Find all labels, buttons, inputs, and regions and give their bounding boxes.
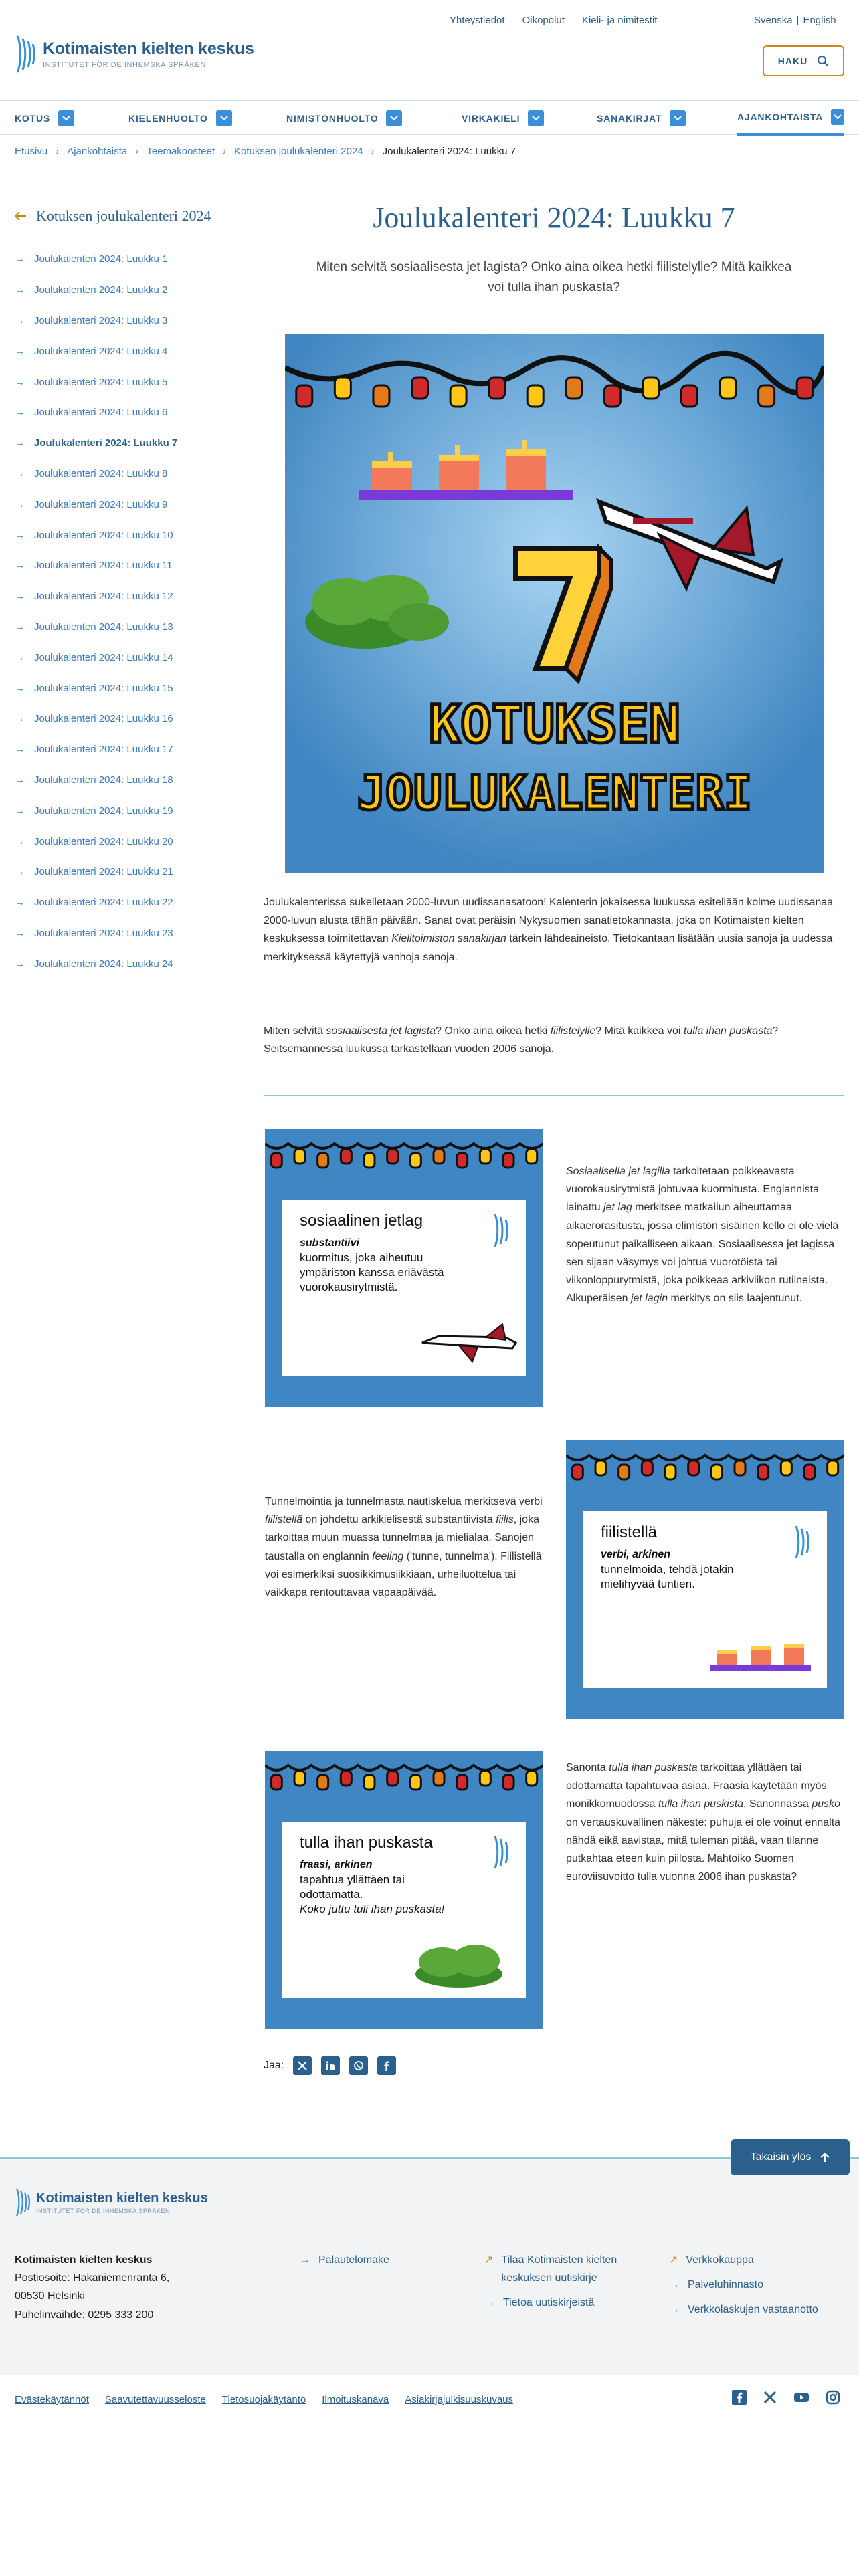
definition-card [282, 1200, 526, 1376]
footer-link-label: Tietoa uutiskirjeistä [503, 2297, 595, 2309]
footer-legal-links [15, 2394, 513, 2405]
sidebar-item-label: Joulukalenteri 2024: Luukku 8 [34, 467, 168, 479]
card-text-3 [566, 1759, 844, 1886]
arrow-right-icon: → [15, 651, 25, 663]
arrow-right-icon: → [15, 866, 25, 878]
sidebar-item-label: Joulukalenteri 2024: Luukku 22 [34, 897, 173, 909]
sidebar-item-luukku-1[interactable] [15, 244, 233, 275]
arrow-right-icon: → [15, 835, 25, 847]
footer-link-feedback[interactable] [300, 2251, 454, 2269]
footer-org-name: Kotimaisten kielten keskus [15, 2254, 153, 2266]
sidebar-item-luukku-4[interactable] [15, 336, 233, 366]
sidebar-item-label: Joulukalenteri 2024: Luukku 13 [34, 621, 173, 633]
arrow-right-icon: → [15, 591, 25, 603]
card-definition: kuormitus, joka aiheutuu ympäristön kanssa eriävästä vuorokausirytmistä. [300, 1251, 444, 1294]
nav-nimistonhuolto[interactable] [286, 101, 402, 136]
intro-paragraph-2 [264, 1022, 844, 1058]
link-accessibility[interactable]: Saavutettavuusseloste [104, 2394, 206, 2405]
facebook-icon[interactable] [732, 2390, 747, 2408]
sidebar-item-label: Joulukalenteri 2024: Luukku 18 [34, 774, 173, 786]
text-segment: tärkein lähdeaineisto. Tietokantaan lisätään uusia sanoja ja uudessa merkityksessä käytettyjä vanhoja sanoja. [264, 933, 833, 963]
chevron-down-icon [216, 110, 232, 126]
sidebar-title: Kotuksen joulukalenteri 2024 [36, 207, 211, 224]
sidebar-item-label: Joulukalenteri 2024: Luukku 16 [34, 713, 173, 725]
arrow-right-icon: → [15, 345, 25, 357]
sidebar-back-link[interactable] [15, 207, 233, 237]
card-part-of-speech: fraasi, arkinen [300, 1859, 373, 1870]
card-text-2 [265, 1493, 543, 1602]
article-lead: Miten selvitä sosiaalisesta jet lagista? Onko aina oikea hetki fiilistelylle? Mitä kaikkea voi tulla ihan puskasta? [316, 260, 792, 295]
sidebar-item-label: Joulukalenteri 2024: Luukku 12 [34, 591, 173, 603]
card-text-1 [566, 1162, 844, 1308]
arrow-right-icon: → [15, 927, 25, 939]
string-lights-icon [265, 1129, 543, 1182]
card-word: sosiaalinen jetlag [300, 1212, 423, 1230]
footer-col-newsletter [484, 2251, 645, 2319]
arrow-right-icon: → [15, 529, 25, 541]
search-icon [817, 55, 829, 67]
sidebar-item-luukku-7[interactable] [15, 428, 233, 459]
text-emphasis: fiilistellä [265, 1514, 303, 1526]
text-emphasis: jet lagin [630, 1293, 668, 1305]
facebook-icon[interactable] [377, 2056, 396, 2075]
share-label: Jaa: [264, 2060, 284, 2071]
nav-sanakirjat[interactable] [597, 101, 686, 136]
bush-icon [412, 1941, 506, 1988]
sidebar-item-luukku-2[interactable] [15, 275, 233, 306]
text-segment: ('tunne, tunnelma'). Fiilistellä voi esimerkiksi suosikkimusiikkiaan, urheiluottelua tai vaikkapa rentouttavaa vapaapäivää. [265, 1550, 542, 1598]
nav-label: KOTUS [15, 113, 50, 124]
lang-english[interactable]: English [803, 15, 836, 26]
text-emphasis: fiilistelylle [550, 1025, 596, 1037]
intro-paragraph [264, 893, 844, 966]
footer-link-label: Verkkokauppa [686, 2254, 754, 2266]
sidebar-item-label: Joulukalenteri 2024: Luukku 5 [34, 376, 168, 388]
text-segment: Miten selvitä [264, 1025, 326, 1037]
logo-subtitle: INSTITUTET FÖR DE INHEMSKA SPRÅKEN [43, 61, 206, 69]
arrow-right-icon: → [15, 407, 25, 419]
arrow-right-icon: → [15, 682, 25, 694]
word-card-image [265, 1129, 543, 1407]
sidebar-item-luukku-12[interactable] [15, 581, 233, 612]
text-segment: ? Mitä kaikkea voi [595, 1025, 684, 1037]
sidebar-item-luukku-16[interactable] [15, 704, 233, 734]
chevron-right-icon: › [371, 146, 375, 157]
arrow-right-icon: → [15, 804, 25, 817]
arrow-right-icon: → [15, 560, 25, 572]
arrow-left-icon [15, 211, 27, 221]
text-segment: on vertauskuvallinen näkeste: puhuja ei ole voinut ennalta nähdä eikä aavistaa, mitä tuleman pitää, vaan tilanne putkahtaa eteen kuin piilosta. Mahtoiko Suomen euroviisuvoitto tulla vuonna 2006 ihan puskasta? [566, 1816, 841, 1883]
sidebar-item-luukku-15[interactable] [15, 673, 233, 704]
sidebar-item-label: Joulukalenteri 2024: Luukku 21 [34, 866, 173, 878]
sidebar-item-label: Joulukalenteri 2024: Luukku 17 [34, 744, 173, 756]
arrow-right-icon: → [15, 713, 25, 725]
footer-logo-subtitle: INSTITUTET FÖR DE INHEMSKA SPRÅKEN [36, 2207, 170, 2214]
arrow-right-icon: → [15, 774, 25, 786]
footer-link-newsletter-info[interactable] [484, 2294, 645, 2312]
text-segment: Sanonta [566, 1762, 609, 1774]
chevron-down-icon [58, 110, 74, 126]
divider [264, 1095, 844, 1096]
text-segment: ? Onko aina oikea hetki [436, 1025, 551, 1037]
nav-kielenhuolto[interactable] [128, 101, 232, 136]
text-segment: merkitys on siis laajentunut. [668, 1293, 803, 1305]
footer-col-services [669, 2251, 850, 2326]
arrow-right-icon: → [15, 744, 25, 756]
arrow-right-icon: → [15, 284, 25, 296]
string-lights-icon [566, 1440, 844, 1494]
hero-line-2: JOULUKALENTERI [357, 766, 753, 821]
linkedin-icon[interactable] [321, 2056, 340, 2075]
sidebar-item-luukku-22[interactable] [15, 887, 233, 918]
chevron-down-icon [386, 110, 402, 126]
search-label: HAKU [777, 56, 808, 66]
breadcrumb-calendar[interactable]: Kotuksen joulukalenteri 2024 [234, 146, 363, 157]
sidebar-item-luukku-24[interactable] [15, 948, 233, 979]
airplane-icon [419, 1323, 519, 1363]
breadcrumb-home[interactable]: Etusivu [15, 146, 48, 157]
text-segment: on johdettu arkikielisestä substantiivista [302, 1514, 496, 1526]
text-emphasis: pusko [812, 1798, 841, 1810]
nav-virkakieli[interactable] [462, 101, 544, 136]
link-cookies[interactable]: Evästekäytännöt [15, 2394, 89, 2405]
text-emphasis: fiilis [496, 1514, 514, 1526]
link-document-publicity[interactable]: Asiakirjajulkisuuskuvaus [405, 2394, 513, 2405]
sidebar-item-label: Joulukalenteri 2024: Luukku 11 [34, 560, 173, 572]
external-link-icon: ↗ [484, 2254, 494, 2266]
sidebar-list [15, 244, 233, 979]
sidebar-item-label: Joulukalenteri 2024: Luukku 15 [34, 682, 173, 694]
arrow-right-icon: → [300, 2254, 310, 2266]
breadcrumb-current: Joulukalenteri 2024: Luukku 7 [382, 146, 516, 157]
footer-phone: Puhelinvaihde: 0295 333 200 [15, 2309, 154, 2321]
footer-link-einvoicing[interactable] [669, 2300, 850, 2319]
logo-icon [492, 1212, 510, 1249]
sidebar-item-label: Joulukalenteri 2024: Luukku 24 [34, 958, 173, 970]
search-button[interactable] [763, 45, 844, 76]
text-emphasis: jet lag [603, 1202, 632, 1214]
word-card-image [265, 1751, 543, 2029]
arrow-right-icon: → [15, 437, 25, 449]
arrow-right-icon: → [15, 253, 25, 265]
site-logo[interactable] [15, 32, 254, 76]
text-segment: ? Seitsemännessä luukussa tarkastellaan vuoden 2006 sanoja. [264, 1025, 779, 1055]
sidebar-item-label: Joulukalenteri 2024: Luukku 9 [34, 498, 168, 510]
footer-link-webshop[interactable] [669, 2251, 850, 2269]
footer-social-links [732, 2390, 840, 2408]
sidebar-item-label: Joulukalenteri 2024: Luukku 23 [34, 927, 173, 939]
text-segment: Joulukalenterissa sukelletaan 2000-luvun uudissanasatoon! Kalenterin jokaisessa luukussa esitellään kolme uudissanaa 2000-luvun alusta tähän päivään. Sanat ovat peräisin Nykysuomen sanatietokannasta, joka on Kotimaisten kielten keskuksessa toimitettavan [264, 897, 834, 945]
sidebar-item-luukku-23[interactable] [15, 918, 233, 949]
text-segment: , joka tarkoittaa muun muassa tunnelmaa ja mielialaa. Sanojen taustalla on englannin [265, 1514, 539, 1562]
arrow-right-icon: → [484, 2297, 495, 2309]
sidebar-item-luukku-3[interactable] [15, 306, 233, 336]
nav-label: VIRKAKIELI [462, 113, 520, 124]
main-navigation [0, 100, 859, 135]
card-word: fiilistellä [601, 1523, 658, 1541]
sidebar-item-luukku-8[interactable] [15, 459, 233, 490]
nav-label: SANAKIRJAT [597, 113, 662, 124]
text-emphasis: tulla ihan puskista [658, 1798, 744, 1810]
sidebar-item-label: Joulukalenteri 2024: Luukku 20 [34, 835, 173, 847]
card-definition: tunnelmoida, tehdä jotakin mielihyvää tuntien. [601, 1563, 734, 1591]
sidebar-item-luukku-14[interactable] [15, 642, 233, 673]
arrow-right-icon: → [15, 376, 25, 388]
arrow-right-icon: → [669, 2279, 680, 2291]
sidebar-item-label: Joulukalenteri 2024: Luukku 4 [34, 345, 168, 357]
arrow-up-icon [820, 2152, 830, 2163]
footer-address-2: 00530 Helsinki [15, 2290, 85, 2302]
footer-logo-title: Kotimaisten kielten keskus [36, 2190, 208, 2206]
footer-link-label: Tilaa Kotimaisten kielten keskuksen uutiskirje [501, 2254, 617, 2284]
instagram-icon[interactable] [826, 2390, 840, 2408]
card-word: tulla ihan puskasta [300, 1834, 433, 1852]
arrow-right-icon: → [669, 2304, 680, 2316]
sidebar-item-luukku-21[interactable] [15, 857, 233, 887]
sidebar-item-label: Joulukalenteri 2024: Luukku 10 [34, 529, 173, 541]
logo-icon [15, 2185, 31, 2219]
logo-icon [492, 1834, 510, 1871]
nav-label: NIMISTÖNHUOLTO [286, 113, 379, 124]
sidebar-item-luukku-5[interactable] [15, 366, 233, 397]
site-header [0, 0, 859, 100]
whatsapp-icon[interactable] [349, 2056, 368, 2075]
text-segment: . Sanonnassa [743, 1798, 812, 1810]
card-definition: tapahtua yllättäen tai odottamatta. [300, 1873, 405, 1901]
text-segment: tarkoitetaan poikkeavasta vuorokausirytmistä johtuvaa kuormitusta. Englannista lainattu [566, 1166, 819, 1214]
chevron-down-icon [670, 110, 686, 126]
footer-col-feedback [300, 2251, 454, 2276]
card-part-of-speech: verbi, arkinen [601, 1549, 671, 1560]
card-example: Koko juttu tuli ihan puskasta! [300, 1903, 445, 1916]
chevron-down-icon [528, 110, 544, 126]
footer-link-pricelist[interactable] [669, 2276, 850, 2294]
arrow-right-icon: → [15, 958, 25, 970]
definition-card [282, 1822, 526, 1998]
text-segment: merkitsee matkailun aiheuttamaa aikaerorasitusta, jossa elimistön sisäinen kello ei ole vielä sopeutunut paikalliseen aikaan. Sosiaalisessa jet lagissa sen sijaan väsymys voi johtua vuorotöistä tai viikonloppurytmistä, joka poikkeaa arkiviikon rutiineista. Alkuperäisen [566, 1202, 839, 1305]
sidebar-item-label: Joulukalenteri 2024: Luukku 7 [34, 437, 178, 449]
sidebar-item-label: Joulukalenteri 2024: Luukku 2 [34, 284, 168, 296]
link-shortcuts[interactable]: Oikopolut [522, 15, 565, 26]
x-twitter-icon[interactable] [293, 2056, 312, 2075]
footer-contact [15, 2251, 215, 2324]
sidebar [15, 207, 233, 979]
language-switcher [754, 15, 836, 26]
sidebar-item-label: Joulukalenteri 2024: Luukku 1 [34, 253, 168, 265]
external-link-icon: ↗ [669, 2254, 678, 2266]
sidebar-item-luukku-11[interactable] [15, 550, 233, 581]
arrow-right-icon: → [15, 314, 25, 326]
footer-link-label: Palveluhinnasto [688, 2279, 763, 2291]
chevron-right-icon: › [56, 146, 60, 157]
sidebar-item-luukku-13[interactable] [15, 612, 233, 643]
breadcrumb-news[interactable]: Ajankohtaista [67, 146, 128, 157]
youtube-icon[interactable] [793, 2390, 809, 2408]
sidebar-item-luukku-9[interactable] [15, 489, 233, 520]
nav-label: AJANKOHTAISTA [737, 112, 824, 122]
text-emphasis: tulla ihan puskasta [609, 1762, 698, 1774]
utility-links [450, 15, 657, 26]
x-twitter-icon[interactable] [763, 2390, 777, 2408]
sidebar-item-luukku-6[interactable] [15, 397, 233, 428]
arrow-right-icon: → [15, 897, 25, 909]
back-to-top-button[interactable] [731, 2139, 850, 2175]
logo-title: Kotimaisten kielten keskus [43, 39, 254, 58]
breadcrumb-themes[interactable]: Teemakoosteet [147, 146, 215, 157]
chevron-right-icon: › [223, 146, 226, 157]
sidebar-item-label: Joulukalenteri 2024: Luukku 14 [34, 651, 173, 663]
hero-image [285, 334, 824, 873]
back-to-top-label: Takaisin ylös [750, 2151, 812, 2163]
link-whistleblower[interactable]: Ilmoituskanava [322, 2394, 389, 2405]
text-emphasis: Sosiaalisella jet lagilla [566, 1166, 670, 1177]
arrow-right-icon: → [15, 621, 25, 633]
sidebar-item-luukku-19[interactable] [15, 795, 233, 826]
footer-address-1: Postiosoite: Hakaniemenranta 6, [15, 2272, 170, 2284]
sidebar-item-label: Joulukalenteri 2024: Luukku 3 [34, 314, 168, 326]
sidebar-item-label: Joulukalenteri 2024: Luukku 6 [34, 407, 168, 419]
text-segment: Tunnelmointia ja tunnelmasta nautiskelua merkitsevä verbi [265, 1496, 543, 1507]
share-bar [264, 2056, 396, 2075]
link-language-tests[interactable]: Kieli- ja nimitestit [581, 15, 658, 26]
text-emphasis: tulla ihan puskasta [683, 1025, 773, 1037]
breadcrumb [15, 146, 516, 157]
sidebar-item-luukku-18[interactable] [15, 765, 233, 796]
link-privacy[interactable]: Tietosuojakäytäntö [221, 2394, 306, 2405]
nav-kotus[interactable] [15, 101, 74, 136]
page-title: Joulukalenteri 2024: Luukku 7 [373, 201, 735, 234]
footer-link-label: Palautelomake [318, 2254, 389, 2266]
nav-label: KIELENHUOLTO [128, 113, 208, 124]
sidebar-item-luukku-10[interactable] [15, 520, 233, 550]
footer-logo[interactable] [15, 2185, 208, 2219]
footer-link-label: Verkkolaskujen vastaanotto [688, 2304, 818, 2316]
link-contact[interactable]: Yhteystiedot [450, 15, 505, 26]
chevron-right-icon: › [135, 146, 139, 157]
sidebar-item-label: Joulukalenteri 2024: Luukku 19 [34, 804, 173, 817]
text-emphasis: Kielitoimiston sanakirjan [391, 933, 506, 945]
sidebar-item-luukku-17[interactable] [15, 734, 233, 765]
card-part-of-speech: substantiivi [300, 1237, 359, 1249]
lang-swedish[interactable]: Svenska [754, 15, 793, 26]
text-segment: tarkoittaa yllättäen tai odottamatta tapahtuvaa asiaa. Fraasia käytetään myös monikkomuodossa [566, 1762, 827, 1810]
arrow-right-icon: → [15, 498, 25, 510]
word-card-image [566, 1440, 844, 1719]
string-lights-icon [265, 1751, 543, 1804]
sidebar-item-luukku-20[interactable] [15, 826, 233, 857]
logo-icon [15, 32, 36, 76]
text-emphasis: sosiaalisesta jet lagista [326, 1025, 436, 1037]
chevron-down-icon [831, 109, 844, 125]
nav-ajankohtaista[interactable] [737, 101, 844, 136]
footer-link-newsletter[interactable] [484, 2251, 645, 2287]
cake-icon [710, 1636, 811, 1673]
article-header [264, 201, 844, 298]
arrow-right-icon: → [15, 467, 25, 479]
definition-card [583, 1511, 827, 1688]
text-emphasis: feeling [372, 1550, 404, 1562]
hero-line-1: KOTUKSEN [429, 695, 680, 755]
logo-icon [793, 1523, 811, 1561]
lang-separator: | [796, 15, 799, 26]
